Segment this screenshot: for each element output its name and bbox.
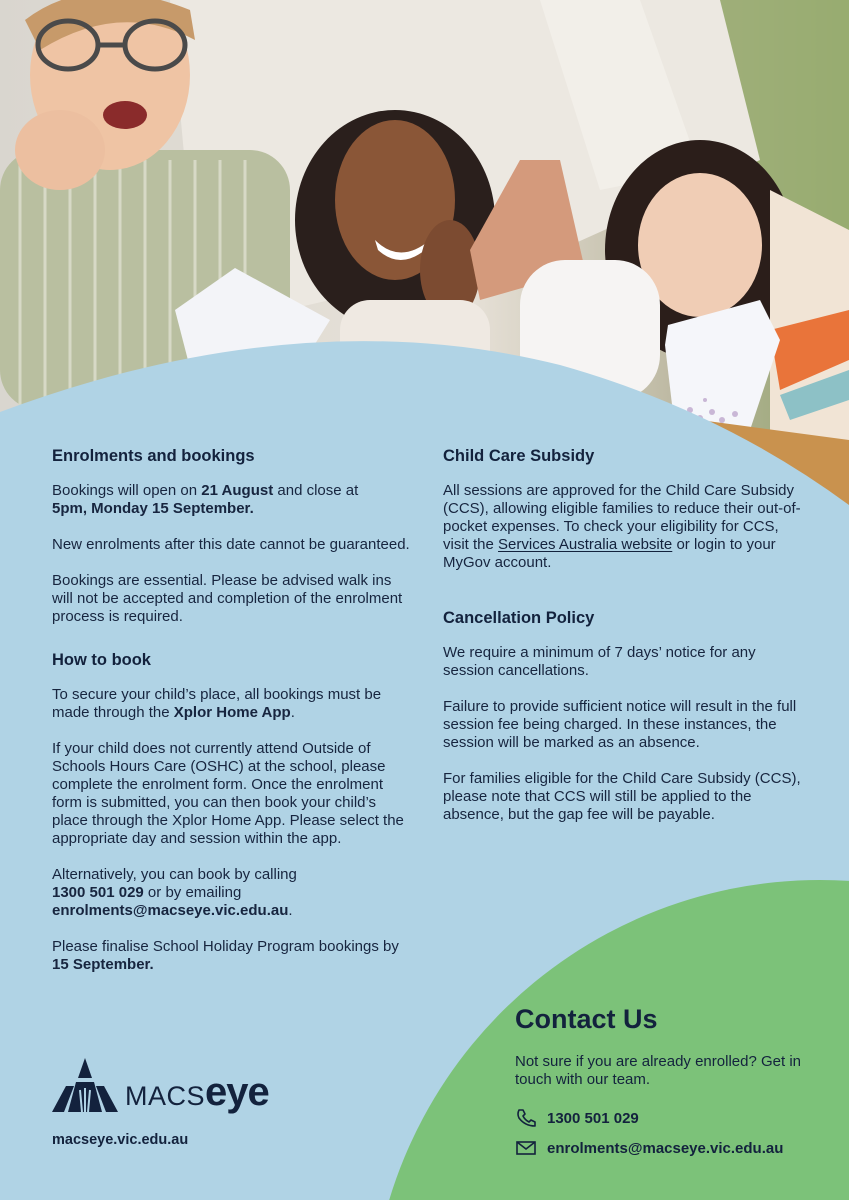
cancellation-section	[443, 608, 803, 824]
text: Please finalise School Holiday Program bookings by	[52, 938, 399, 955]
contact-intro: Not sure if you are already enrolled? Get in touch with our team.	[515, 1053, 801, 1088]
ccs-section	[443, 446, 803, 572]
how-to-book-heading: How to book	[52, 651, 151, 669]
open-date: 21 August	[201, 482, 274, 499]
ccs-heading: Child Care Subsidy	[443, 447, 595, 465]
email-address[interactable]: enrolments@macseye.vic.edu.au	[52, 902, 289, 919]
app-name: Xplor Home App	[173, 704, 291, 721]
contact-phone-text: 1300 501 029	[547, 1109, 639, 1127]
phone-icon	[515, 1108, 537, 1128]
enrolments-essential: Bookings are essential. Please be advised walk ins will not be accepted and completion of the enrolment process is required.	[52, 572, 403, 625]
ccs-text	[443, 482, 803, 572]
right-column	[443, 446, 803, 844]
left-column	[52, 446, 412, 994]
text: or by emailing	[143, 884, 242, 901]
text: or login to your MyGov account.	[443, 536, 776, 571]
logo-mark-icon	[52, 1056, 118, 1114]
cancellation-fee: Failure to provide sufficient notice will result in the full session fee being charged. In these instances, the session will be marked as an absence.	[443, 698, 797, 751]
logo-eye: eye	[205, 1070, 269, 1114]
text: and close at	[273, 482, 359, 499]
cancellation-ccs: For families eligible for the Child Care Subsidy (CCS), please note that CCS will still be applied to the absence, but the gap fee will be payable.	[443, 770, 801, 823]
services-australia-link[interactable]: Services Australia website	[498, 536, 673, 553]
contact-phone[interactable]	[515, 1103, 835, 1133]
logo-macs: MACS	[125, 1081, 206, 1111]
contact-heading: Contact Us	[515, 1004, 658, 1034]
text: To secure your child’s place, all bookings must be made through the	[52, 686, 382, 721]
how-to-book-app	[52, 686, 412, 722]
enrolments-note: New enrolments after this date cannot be guaranteed.	[52, 536, 410, 553]
website-link[interactable]: macseye.vic.edu.au	[52, 1132, 189, 1148]
text: Bookings will open on	[52, 482, 202, 499]
how-to-book-deadline	[52, 938, 412, 974]
how-to-book-oshc: If your child does not currently attend Outside of Schools Hours Care (OSHC) at the school, please complete the enrolment form. Once the enrolment form is submitted, you can then book your child’s place through the Xplor Home App. Please select the appropriate day and session within the app.	[52, 740, 404, 847]
text: .	[290, 704, 295, 721]
enrolments-heading: Enrolments and bookings	[52, 447, 255, 465]
cancellation-notice: We require a minimum of 7 days’ notice for any session cancellations.	[443, 644, 756, 679]
text: All sessions are approved for the Child Care Subsidy (CCS), allowing eligible families to reduce their out-of-pocket expenses. To check your eligibility for CCS, visit the	[443, 482, 801, 553]
how-to-book-alternative	[52, 866, 412, 920]
how-to-book-section	[52, 650, 412, 974]
enrolments-section	[52, 446, 412, 626]
cancellation-heading: Cancellation Policy	[443, 609, 595, 627]
contact-email-text: enrolments@macseye.vic.edu.au	[547, 1139, 784, 1157]
text: .	[288, 902, 293, 919]
contact-section	[515, 1003, 835, 1163]
text: Alternatively, you can book by calling	[52, 866, 297, 883]
macseye-logo	[52, 1056, 292, 1116]
close-date: 5pm, Monday 15 September.	[52, 500, 254, 517]
enrolments-dates	[52, 482, 412, 518]
contact-email[interactable]	[515, 1133, 835, 1163]
phone-number[interactable]: 1300 501 029	[52, 884, 144, 901]
deadline-date: 15 September.	[52, 956, 154, 973]
mail-icon	[515, 1138, 537, 1158]
logo-wordmark	[125, 1070, 269, 1114]
